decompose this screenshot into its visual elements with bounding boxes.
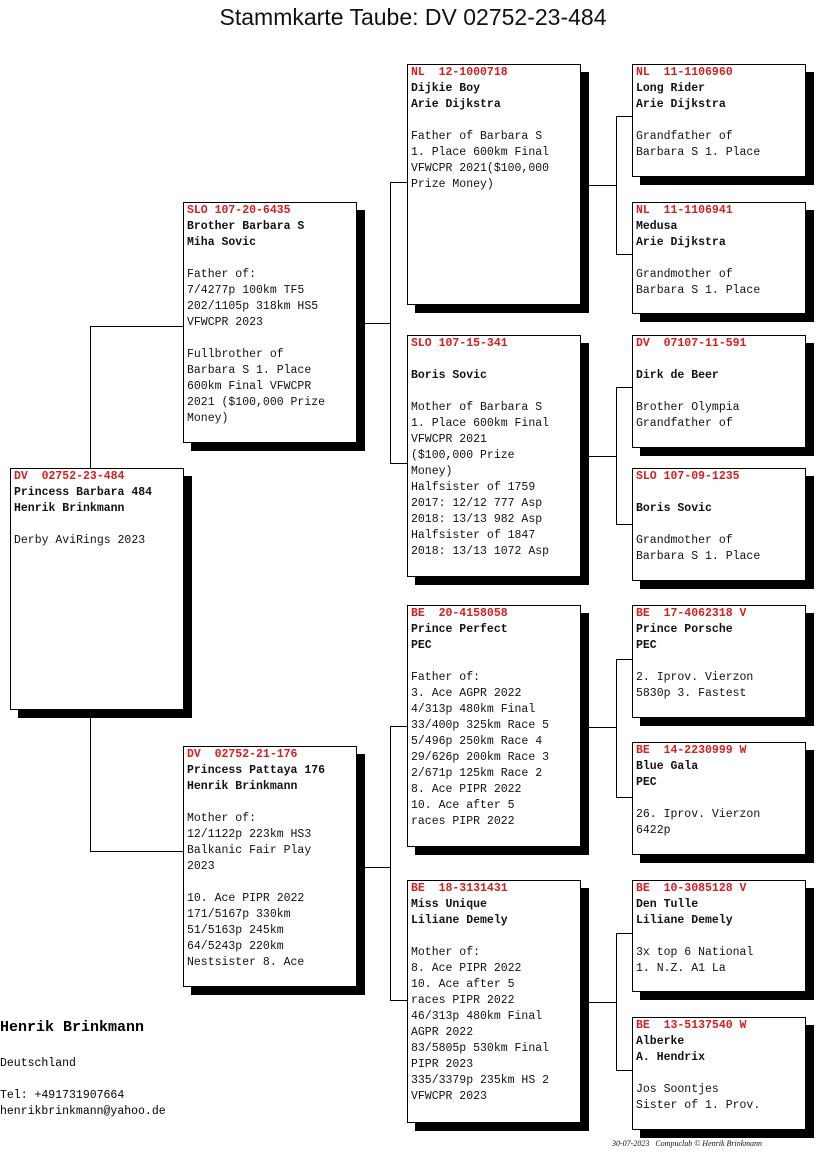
pigeon-info: Father of: 7/4277p 100km TF5 202/1105p 318km HS5 VFWCPR 2023 Fullbrother of Barbara S 1. Place 600km Final VFWCPR 2021 ($100,000 Prize Money) bbox=[187, 268, 326, 425]
pigeon-name bbox=[636, 352, 802, 368]
pigeon-name: Blue Gala bbox=[636, 760, 699, 773]
ring-number: SLO 107-15-341 bbox=[411, 337, 508, 350]
pigeon-card-dam-sire bbox=[407, 605, 581, 847]
connector bbox=[616, 1070, 632, 1071]
breeder-phone: Tel: +491731907664 bbox=[0, 1089, 125, 1102]
connector bbox=[616, 933, 617, 1070]
pigeon-card-dd-sire bbox=[632, 880, 806, 992]
pigeon-name: Long Rider bbox=[636, 82, 706, 95]
pigeon-owner: PEC bbox=[411, 639, 432, 652]
pigeon-info: Jos Soontjes Sister of 1. Prov. bbox=[636, 1083, 761, 1112]
pigeon-info: Grandmother of Barbara S 1. Place bbox=[636, 534, 761, 563]
pigeon-owner: Dirk de Beer bbox=[636, 369, 719, 382]
pigeon-card-dam bbox=[183, 746, 357, 987]
pigeon-owner: Henrik Brinkmann bbox=[187, 780, 298, 793]
pigeon-card-ds-dam bbox=[632, 742, 806, 855]
pigeon-card-ds-sire bbox=[632, 605, 806, 718]
pigeon-name: Medusa bbox=[636, 220, 678, 233]
ring-number: NL 12-1000718 bbox=[411, 66, 508, 79]
pigeon-owner: A. Hendrix bbox=[636, 1051, 706, 1064]
breeder-email: henrikbrinkmann@yahoo.de bbox=[0, 1105, 166, 1118]
pigeon-card-ss-dam bbox=[632, 202, 806, 314]
pigeon-owner: Liliane Demely bbox=[411, 914, 508, 927]
connector bbox=[616, 254, 632, 255]
ring-number: DV 07107-11-591 bbox=[636, 337, 747, 350]
pigeon-info: Grandmother of Barbara S 1. Place bbox=[636, 268, 761, 297]
ring-number: SLO 107-09-1235 bbox=[636, 470, 740, 483]
ring-number: BE 17-4062318 V bbox=[636, 607, 747, 620]
connector bbox=[390, 182, 391, 463]
connector bbox=[390, 463, 407, 464]
pigeon-name: Alberke bbox=[636, 1035, 685, 1048]
pigeon-owner: Miha Sovic bbox=[187, 236, 257, 249]
pigeon-card-subject bbox=[10, 468, 184, 710]
breeder-country: Deutschland bbox=[0, 1057, 76, 1070]
pigeon-owner: Arie Dijkstra bbox=[411, 98, 501, 111]
ring-number: BE 18-3131431 bbox=[411, 882, 508, 895]
pigeon-name: Princess Barbara 484 bbox=[14, 486, 153, 499]
pigeon-name: Dijkie Boy bbox=[411, 82, 481, 95]
connector bbox=[90, 851, 184, 852]
connector bbox=[356, 867, 390, 868]
pigeon-card-sire-sire bbox=[407, 64, 581, 305]
connector bbox=[390, 726, 407, 727]
ring-number: NL 11-1106941 bbox=[636, 204, 733, 217]
breeder-name: Henrik Brinkmann bbox=[0, 1019, 145, 1036]
connector bbox=[616, 387, 632, 388]
pigeon-name: Miss Unique bbox=[411, 898, 487, 911]
connector bbox=[616, 387, 617, 524]
pigeon-card-dd-dam bbox=[632, 1017, 806, 1130]
footer-credit: 30-07-2023 Compuclub © Henrik Brinkmann bbox=[612, 1139, 763, 1148]
connector bbox=[90, 326, 91, 469]
connector bbox=[390, 182, 407, 183]
pigeon-owner: PEC bbox=[636, 776, 657, 789]
connector bbox=[616, 797, 632, 798]
pigeon-info: 26. Iprov. Vierzon 6422p bbox=[636, 808, 761, 837]
ring-number: BE 13-5137540 W bbox=[636, 1019, 747, 1032]
pigeon-info: Father of Barbara S 1. Place 600km Final VFWCPR 2021($100,000 Prize Money) bbox=[411, 130, 550, 191]
breeder-info bbox=[0, 1018, 166, 1120]
connector bbox=[580, 1002, 616, 1003]
connector bbox=[580, 727, 616, 728]
pigeon-owner: Arie Dijkstra bbox=[636, 98, 726, 111]
ring-number: BE 10-3085128 V bbox=[636, 882, 747, 895]
pigeon-card-ss-sire bbox=[632, 64, 806, 177]
connector bbox=[616, 116, 617, 254]
ring-number: BE 20-4158058 bbox=[411, 607, 508, 620]
connector bbox=[616, 933, 632, 934]
connector bbox=[616, 524, 632, 525]
ring-number: DV 02752-21-176 bbox=[187, 748, 298, 761]
pigeon-info: Father of: 3. Ace AGPR 2022 4/313p 480km Final 33/400p 325km Race 5 5/496p 250km Race 4 29/626p 200km Race 3 2/671p 125km Race 2 8. Ace PIPR 2022 10. Ace after 5 races PIPR 2022 bbox=[411, 671, 550, 828]
ring-number: BE 14-2230999 W bbox=[636, 744, 747, 757]
pigeon-owner: PEC bbox=[636, 639, 657, 652]
pigeon-owner: Boris Sovic bbox=[636, 502, 712, 515]
pigeon-info: Brother Olympia Grandfather of bbox=[636, 401, 740, 430]
pigeon-name bbox=[636, 485, 802, 501]
pigeon-name: Princess Pattaya 176 bbox=[187, 764, 326, 777]
connector bbox=[580, 456, 616, 457]
pigeon-owner: Arie Dijkstra bbox=[636, 236, 726, 249]
ring-number: SLO 107-20-6435 bbox=[187, 204, 291, 217]
ring-number: NL 11-1106960 bbox=[636, 66, 733, 79]
connector bbox=[90, 326, 184, 327]
pigeon-card-sire bbox=[183, 202, 357, 443]
pigeon-name: Prince Porsche bbox=[636, 623, 733, 636]
pigeon-info: Grandfather of Barbara S 1. Place bbox=[636, 130, 761, 159]
pigeon-info: Mother of: 12/1122p 223km HS3 Balkanic Fair Play 2023 10. Ace PIPR 2022 171/5167p 330km 51/5163p 245km 64/5243p 220km Nestsister 8. Ace bbox=[187, 812, 312, 969]
pigeon-name: Prince Perfect bbox=[411, 623, 508, 636]
pigeon-name: Den Tulle bbox=[636, 898, 699, 911]
connector bbox=[390, 1000, 407, 1001]
connector bbox=[616, 659, 632, 660]
pigeon-name bbox=[411, 352, 577, 368]
connector bbox=[390, 726, 391, 1000]
page-title: Stammkarte Taube: DV 02752-23-484 bbox=[219, 4, 607, 30]
connector bbox=[90, 710, 91, 851]
connector bbox=[616, 659, 617, 797]
pigeon-owner: Henrik Brinkmann bbox=[14, 502, 125, 515]
pigeon-owner: Boris Sovic bbox=[411, 369, 487, 382]
connector bbox=[616, 116, 632, 117]
pigeon-card-sd-dam bbox=[632, 468, 806, 581]
pigeon-info: Mother of Barbara S 1. Place 600km Final VFWCPR 2021 ($100,000 Prize Money) Halfsister of 1759 2017: 12/12 777 Asp 2018: 13/13 982 Asp Halfsister of 1847 2018: 13/13 1072 Asp bbox=[411, 401, 550, 558]
pigeon-info: 2. Iprov. Vierzon 5830p 3. Fastest bbox=[636, 671, 754, 700]
pigeon-owner: Liliane Demely bbox=[636, 914, 733, 927]
pigeon-card-dam-dam bbox=[407, 880, 581, 1123]
connector bbox=[580, 185, 616, 186]
ring-number: DV 02752-23-484 bbox=[14, 470, 125, 483]
pigeon-card-sire-dam bbox=[407, 335, 581, 577]
pigeon-card-sd-sire bbox=[632, 335, 806, 448]
pigeon-info: Derby AviRings 2023 bbox=[14, 534, 146, 547]
pigeon-info: Mother of: 8. Ace PIPR 2022 10. Ace after 5 races PIPR 2022 46/313p 480km Final AGPR 2022 83/5805p 530km Final PIPR 2023 335/3379p 235km HS 2 VFWCPR 2023 bbox=[411, 946, 550, 1103]
pigeon-info: 3x top 6 National 1. N.Z. A1 La bbox=[636, 946, 754, 975]
connector bbox=[356, 323, 390, 324]
pigeon-name: Brother Barbara S bbox=[187, 220, 305, 233]
